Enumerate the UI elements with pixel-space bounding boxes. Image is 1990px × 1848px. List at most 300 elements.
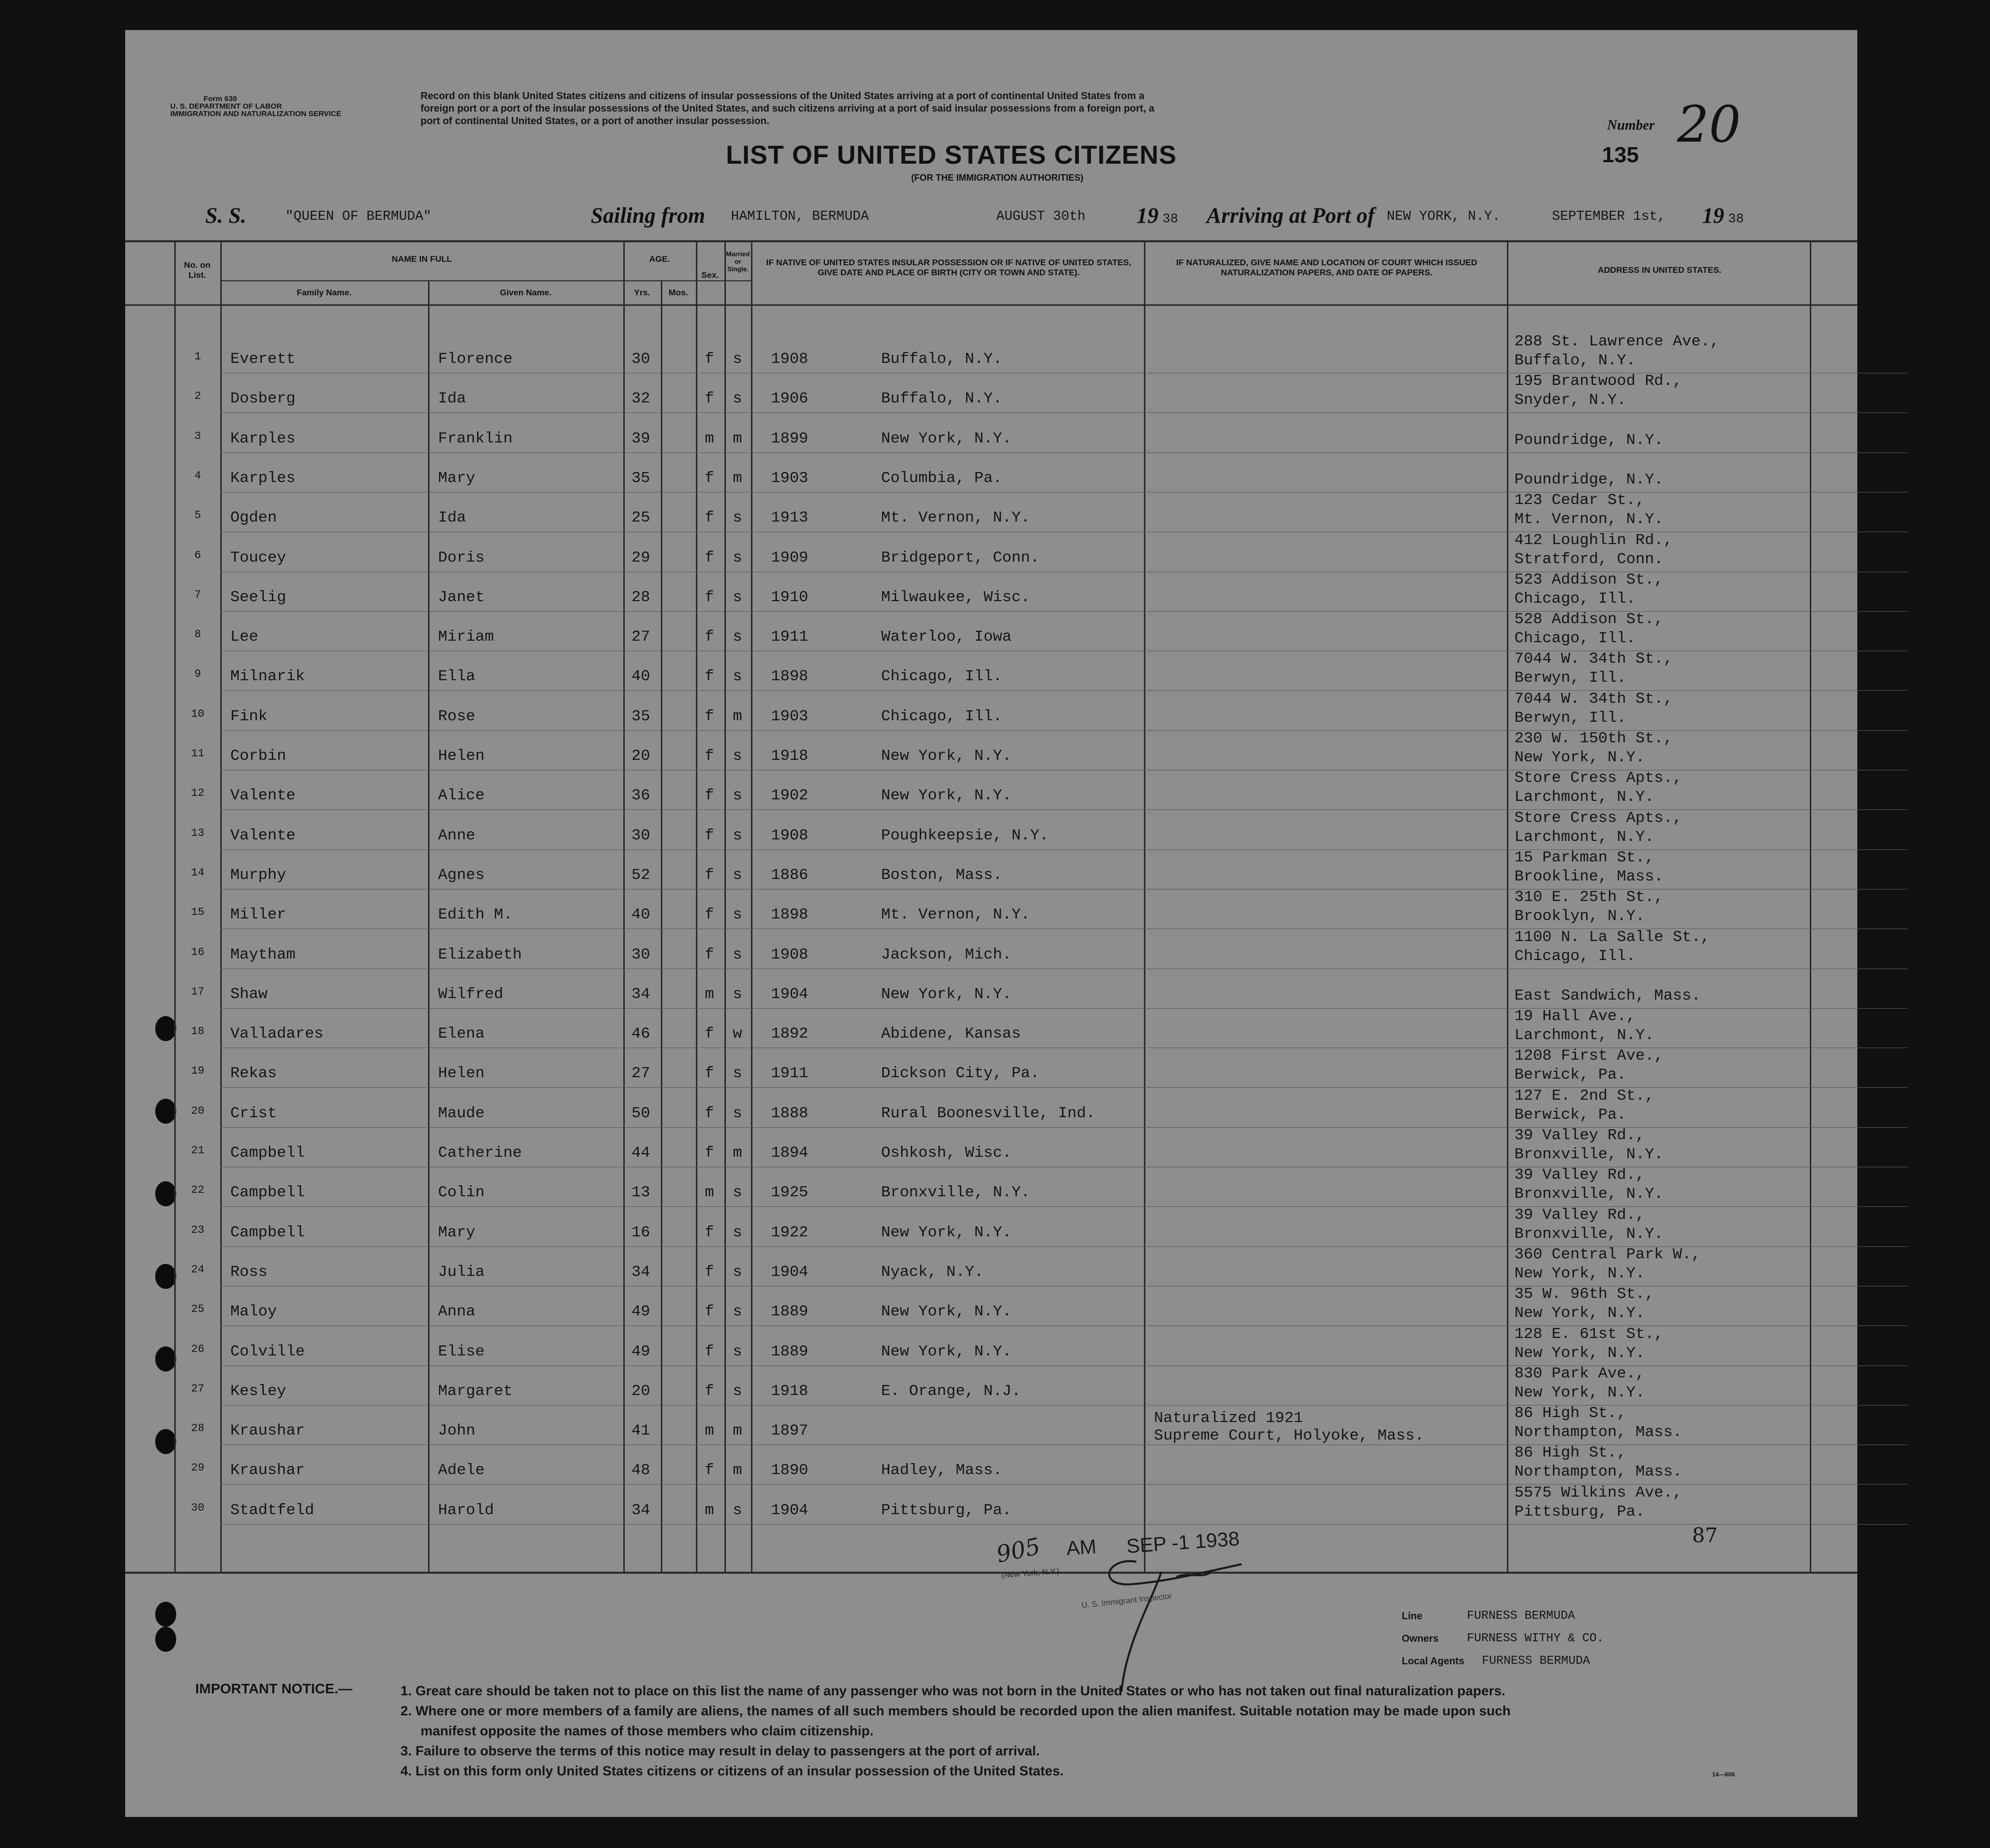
document-sheet bbox=[125, 30, 1857, 1817]
cell-place: Rural Boonesville, Ind. bbox=[881, 1104, 1095, 1122]
number-value: 20 bbox=[1677, 95, 1741, 154]
row-rule bbox=[220, 1087, 1907, 1088]
cell-ms: s bbox=[732, 628, 742, 646]
cell-given: Agnes bbox=[438, 866, 485, 884]
col-divider bbox=[1507, 240, 1508, 1572]
cell-no: 29 bbox=[191, 1462, 205, 1475]
cell-addr1: 128 E. 61st St., bbox=[1514, 1325, 1664, 1343]
cell-ms: s bbox=[732, 668, 742, 686]
cell-age: 30 bbox=[631, 350, 650, 368]
arrival-year-prefix: 19 bbox=[1702, 203, 1724, 228]
cell-age: 20 bbox=[631, 747, 650, 765]
cell-addr1: 123 Cedar St., bbox=[1514, 492, 1645, 510]
col-divider bbox=[220, 240, 222, 1572]
cell-no: 25 bbox=[191, 1303, 205, 1316]
cell-no: 20 bbox=[191, 1104, 205, 1117]
cell-addr2: Northampton, Mass. bbox=[1514, 1463, 1682, 1481]
cell-age: 40 bbox=[631, 668, 650, 686]
cell-given: Harold bbox=[438, 1501, 494, 1519]
cell-addr2: Chicago, Ill. bbox=[1514, 630, 1636, 648]
cell-age: 27 bbox=[631, 1065, 650, 1083]
cell-year: 1888 bbox=[771, 1104, 809, 1122]
cell-year: 1913 bbox=[771, 509, 809, 527]
cell-family: Shaw bbox=[230, 985, 268, 1003]
cell-sex: f bbox=[704, 1462, 714, 1480]
cell-family: Campbell bbox=[230, 1223, 305, 1241]
cell-addr2: Poundridge, N.Y. bbox=[1514, 471, 1664, 489]
cell-addr2: New York, N.Y. bbox=[1514, 1264, 1645, 1282]
cell-given: Maude bbox=[438, 1104, 485, 1122]
cell-sex: f bbox=[704, 906, 714, 924]
cell-given: Florence bbox=[438, 350, 513, 368]
cell-family: Kraushar bbox=[230, 1422, 305, 1440]
cell-given: Colin bbox=[438, 1184, 485, 1202]
cell-year: 1904 bbox=[771, 1501, 809, 1519]
cell-place: New York, N.Y. bbox=[881, 747, 1012, 765]
cell-addr2: Bronxville, N.Y. bbox=[1514, 1146, 1664, 1163]
cell-ms: m bbox=[732, 469, 742, 487]
cell-place: New York, N.Y. bbox=[881, 1223, 1012, 1241]
cell-addr1: 127 E. 2nd St., bbox=[1514, 1087, 1655, 1105]
cell-given: Miriam bbox=[438, 628, 494, 646]
cell-year: 1925 bbox=[771, 1184, 809, 1202]
cell-no: 11 bbox=[191, 747, 205, 760]
form-number: Form 630 bbox=[203, 95, 237, 103]
cell-year: 1899 bbox=[771, 429, 809, 447]
cell-age: 25 bbox=[631, 509, 650, 527]
cell-addr2: Snyder, N.Y. bbox=[1514, 391, 1627, 409]
cell-addr2: East Sandwich, Mass. bbox=[1514, 987, 1701, 1005]
cell-year: 1922 bbox=[771, 1223, 809, 1241]
cell-family: Everett bbox=[230, 350, 296, 368]
cell-ms: s bbox=[732, 390, 742, 408]
cell-family: Lee bbox=[230, 628, 258, 646]
cell-place: E. Orange, N.J. bbox=[881, 1382, 1021, 1400]
col-divider bbox=[751, 240, 752, 1572]
cell-sex: f bbox=[704, 826, 714, 844]
col-divider bbox=[696, 240, 697, 1572]
cell-age: 13 bbox=[631, 1184, 650, 1202]
cell-addr1: 195 Brantwood Rd., bbox=[1514, 372, 1682, 390]
cell-no: 4 bbox=[194, 469, 201, 482]
cell-addr1: 5575 Wilkins Ave., bbox=[1514, 1484, 1682, 1502]
cell-year: 1906 bbox=[771, 390, 809, 408]
cell-given: Ida bbox=[438, 509, 466, 527]
intro-line: Record on this blank United States citizens and citizens of insular possessions of the United States arriving at a port of continental United States from a bbox=[421, 91, 1144, 102]
cell-addr1: 86 High St., bbox=[1514, 1444, 1627, 1462]
cell-ms: s bbox=[732, 787, 742, 805]
cell-family: Maytham bbox=[230, 946, 296, 964]
cell-ms: s bbox=[732, 1065, 742, 1083]
cell-given: Catherine bbox=[438, 1144, 522, 1162]
header-divider bbox=[220, 280, 751, 281]
cell-addr1: 19 Hall Ave., bbox=[1514, 1008, 1636, 1026]
cell-addr1: 15 Parkman St., bbox=[1514, 848, 1655, 866]
cell-family: Milnarik bbox=[230, 668, 305, 686]
cell-age: 35 bbox=[631, 469, 650, 487]
cell-addr2: Larchmont, N.Y. bbox=[1514, 788, 1655, 806]
cell-no: 1 bbox=[194, 350, 201, 363]
notice-item: 1. Great care should be taken not to place on this list the name of any passenger who was not born in the United States or who has not taken out final naturalization papers. bbox=[401, 1683, 1505, 1698]
cell-age: 39 bbox=[631, 429, 650, 447]
cell-age: 34 bbox=[631, 1501, 650, 1519]
agents-value: FURNESS BERMUDA bbox=[1482, 1654, 1590, 1668]
cell-given: Mary bbox=[438, 469, 476, 487]
cell-place: Bridgeport, Conn. bbox=[881, 549, 1040, 567]
cell-place: Waterloo, Iowa bbox=[881, 628, 1012, 646]
cell-place: Bronxville, N.Y. bbox=[881, 1184, 1030, 1202]
cell-sex: f bbox=[704, 866, 714, 884]
cell-addr1: 288 St. Lawrence Ave., bbox=[1514, 333, 1720, 350]
intro-line: port of continental United States, or a port of another insular possession. bbox=[421, 116, 769, 127]
col-divider bbox=[1144, 240, 1145, 1572]
cell-age: 49 bbox=[631, 1342, 650, 1360]
row-rule bbox=[220, 1524, 1907, 1525]
cell-no: 2 bbox=[194, 390, 201, 403]
cell-no: 19 bbox=[191, 1065, 205, 1078]
cell-ms: s bbox=[732, 747, 742, 765]
arrival-port: NEW YORK, N.Y. bbox=[1387, 209, 1500, 224]
intro-line: foreign port or a port of the insular possessions of the United States, and such citizens arriving at a port of said insular possessions from a foreign port, a bbox=[421, 103, 1154, 114]
cell-given: John bbox=[438, 1422, 476, 1440]
cell-addr2: Brookline, Mass. bbox=[1514, 867, 1664, 885]
col-divider bbox=[174, 240, 176, 1572]
cell-year: 1892 bbox=[771, 1025, 809, 1043]
notice-label: IMPORTANT NOTICE.— bbox=[195, 1681, 352, 1696]
cell-no: 18 bbox=[191, 1025, 205, 1038]
cell-given: Franklin bbox=[438, 429, 513, 447]
cell-addr1: 523 Addison St., bbox=[1514, 571, 1664, 589]
cell-addr2: Buffalo, N.Y. bbox=[1514, 352, 1636, 369]
cell-ms: s bbox=[732, 509, 742, 527]
punch-hole bbox=[155, 1602, 176, 1627]
cell-addr2: Berwyn, Ill. bbox=[1514, 669, 1627, 687]
cell-age: 36 bbox=[631, 787, 650, 805]
form-header bbox=[170, 95, 341, 118]
notice-item: 2. Where one or more members of a family are aliens, the names of all such members should be recorded upon the alien manifest. Suitable notation may be made upon such bbox=[401, 1703, 1511, 1718]
cell-age: 28 bbox=[631, 588, 650, 606]
cell-place: New York, N.Y. bbox=[881, 985, 1012, 1003]
cell-given: Rose bbox=[438, 707, 476, 725]
cell-sex: f bbox=[704, 668, 714, 686]
cell-sex: f bbox=[704, 946, 714, 964]
header-given-name: Given Name. bbox=[500, 288, 552, 297]
page-title: LIST OF UNITED STATES CITIZENS bbox=[726, 141, 1177, 170]
stamp-date: SEP -1 1938 bbox=[1125, 1528, 1241, 1558]
cell-place: Abidene, Kansas bbox=[881, 1025, 1021, 1043]
cell-sex: f bbox=[704, 787, 714, 805]
header-married-single: Married or Single. bbox=[726, 250, 750, 273]
cell-sex: f bbox=[704, 1342, 714, 1360]
cell-family: Fink bbox=[230, 707, 268, 725]
cell-no: 16 bbox=[191, 946, 205, 959]
cell-addr2: Pittsburg, Pa. bbox=[1514, 1503, 1645, 1521]
cell-place: Buffalo, N.Y. bbox=[881, 350, 1002, 368]
cell-addr1: 35 W. 96th St., bbox=[1514, 1285, 1655, 1303]
cell-sex: m bbox=[704, 429, 714, 447]
cell-year: 1904 bbox=[771, 985, 809, 1003]
cell-place: New York, N.Y. bbox=[881, 429, 1012, 447]
cell-no: 12 bbox=[191, 787, 205, 800]
notice-item: manifest opposite the names of those members who claim citizenship. bbox=[421, 1723, 874, 1738]
cell-given: Alice bbox=[438, 787, 485, 805]
cell-addr2: Chicago, Ill. bbox=[1514, 590, 1636, 608]
cell-addr2: Northampton, Mass. bbox=[1514, 1424, 1682, 1442]
row-rule bbox=[220, 849, 1907, 850]
cell-year: 1897 bbox=[771, 1422, 809, 1440]
cell-addr2: Bronxville, N.Y. bbox=[1514, 1185, 1664, 1203]
header-age: AGE. bbox=[649, 254, 670, 264]
cell-no: 17 bbox=[191, 985, 205, 998]
cell-no: 13 bbox=[191, 826, 205, 839]
cell-given: Edith M. bbox=[438, 906, 513, 924]
cell-family: Campbell bbox=[230, 1144, 305, 1162]
cell-family: Murphy bbox=[230, 866, 286, 884]
cell-year: 1908 bbox=[771, 350, 809, 368]
cell-no: 6 bbox=[194, 549, 201, 562]
cell-addr2: Berwyn, Ill. bbox=[1514, 709, 1627, 727]
sailing-year: 38 bbox=[1162, 211, 1178, 226]
header-no: No. on List. bbox=[184, 260, 211, 280]
arriving-label: Arriving at Port of bbox=[1207, 203, 1375, 228]
cell-addr2: Berwick, Pa. bbox=[1514, 1106, 1627, 1124]
cell-sex: f bbox=[704, 1223, 714, 1241]
header-naturalized: IF NATURALIZED, GIVE NAME AND LOCATION OF COURT WHICH ISSUED NATURALIZATION PAPERS, AND DATE OF PAPERS. bbox=[1176, 258, 1477, 277]
cell-year: 1918 bbox=[771, 747, 809, 765]
cell-addr1: Store Cress Apts., bbox=[1514, 769, 1682, 787]
cell-no: 28 bbox=[191, 1422, 205, 1435]
cell-age: 16 bbox=[631, 1223, 650, 1241]
cell-addr2: Brooklyn, N.Y. bbox=[1514, 907, 1645, 926]
cell-addr1: 310 E. 25th St., bbox=[1514, 888, 1664, 906]
cell-addr1: 528 Addison St., bbox=[1514, 611, 1664, 629]
cell-family: Karples bbox=[230, 469, 296, 487]
cell-sex: m bbox=[704, 985, 714, 1003]
cell-no: 7 bbox=[194, 588, 201, 601]
cell-age: 49 bbox=[631, 1303, 650, 1321]
punch-hole bbox=[155, 1429, 176, 1454]
cell-age: 27 bbox=[631, 628, 650, 646]
cell-sex: f bbox=[704, 390, 714, 408]
cell-year: 1902 bbox=[771, 787, 809, 805]
cell-given: Ella bbox=[438, 668, 476, 686]
cell-addr1: 86 High St., bbox=[1514, 1405, 1627, 1423]
row-rule bbox=[220, 1206, 1907, 1207]
cell-no: 26 bbox=[191, 1342, 205, 1355]
cell-age: 35 bbox=[631, 707, 650, 725]
cell-no: 8 bbox=[194, 628, 201, 641]
table-top-border bbox=[125, 240, 1857, 242]
header-address: ADDRESS IN UNITED STATES. bbox=[1598, 265, 1722, 275]
col-divider bbox=[428, 281, 430, 1572]
cell-place: New York, N.Y. bbox=[881, 1342, 1012, 1360]
cell-age: 48 bbox=[631, 1462, 650, 1480]
cell-place: Dickson City, Pa. bbox=[881, 1065, 1040, 1083]
notice-item: 3. Failure to observe the terms of this notice may result in delay to passengers at the port of arrival. bbox=[401, 1743, 1040, 1758]
punch-hole bbox=[155, 1181, 176, 1206]
cell-addr2: New York, N.Y. bbox=[1514, 1304, 1645, 1322]
cell-family: Rekas bbox=[230, 1065, 277, 1083]
cell-no: 9 bbox=[194, 668, 201, 681]
cell-place: New York, N.Y. bbox=[881, 787, 1012, 805]
cell-ms: s bbox=[732, 1263, 742, 1281]
cell-addr1: 1100 N. La Salle St., bbox=[1514, 928, 1710, 946]
cell-addr2: Stratford, Conn. bbox=[1514, 550, 1664, 568]
col-divider bbox=[623, 240, 625, 1572]
cell-family: Seelig bbox=[230, 588, 286, 606]
cell-place: Columbia, Pa. bbox=[881, 469, 1002, 487]
cell-nat1: Naturalized 1921 bbox=[1154, 1410, 1303, 1428]
cell-no: 15 bbox=[191, 906, 205, 919]
stamp-time: 905 bbox=[994, 1532, 1043, 1568]
col-divider bbox=[661, 281, 662, 1572]
cell-given: Elena bbox=[438, 1025, 485, 1043]
cell-given: Helen bbox=[438, 747, 485, 765]
cell-year: 1904 bbox=[771, 1263, 809, 1281]
cell-family: Crist bbox=[230, 1104, 277, 1122]
line-label: Line bbox=[1402, 1611, 1423, 1622]
ship-name: "QUEEN OF BERMUDA" bbox=[285, 209, 432, 224]
cell-no: 14 bbox=[191, 866, 205, 879]
cell-year: 1889 bbox=[771, 1342, 809, 1360]
cell-place: Boston, Mass. bbox=[881, 866, 1002, 884]
cell-given: Adele bbox=[438, 1462, 485, 1480]
cell-family: Kraushar bbox=[230, 1462, 305, 1480]
row-rule bbox=[220, 1127, 1907, 1128]
row-rule bbox=[220, 492, 1907, 493]
owners-value: FURNESS WITHY & CO. bbox=[1467, 1632, 1604, 1645]
cell-addr1: 7044 W. 34th St., bbox=[1514, 650, 1673, 668]
cell-addr2: New York, N.Y. bbox=[1514, 1383, 1645, 1402]
cell-sex: m bbox=[704, 1184, 714, 1202]
cell-sex: f bbox=[704, 1263, 714, 1281]
cell-age: 41 bbox=[631, 1422, 650, 1440]
cell-sex: f bbox=[704, 1144, 714, 1162]
cell-sex: m bbox=[704, 1501, 714, 1519]
cell-given: Julia bbox=[438, 1263, 485, 1281]
cell-family: Maloy bbox=[230, 1303, 277, 1321]
header-bottom-border bbox=[125, 304, 1857, 306]
table-bottom-border bbox=[125, 1572, 1857, 1574]
cell-family: Valente bbox=[230, 826, 296, 844]
cell-ms: s bbox=[732, 350, 742, 368]
cell-addr2: Mt. Vernon, N.Y. bbox=[1514, 511, 1664, 529]
cell-place: Mt. Vernon, N.Y. bbox=[881, 906, 1030, 924]
cell-addr2: Chicago, Ill. bbox=[1514, 947, 1636, 965]
cell-given: Elise bbox=[438, 1342, 485, 1360]
cell-sex: f bbox=[704, 747, 714, 765]
cell-addr1: 412 Loughlin Rd., bbox=[1514, 531, 1673, 549]
cell-sex: f bbox=[704, 1382, 714, 1400]
header-months: Mos. bbox=[668, 288, 688, 297]
cell-sex: f bbox=[704, 549, 714, 567]
cell-no: 24 bbox=[191, 1263, 205, 1276]
cell-given: Mary bbox=[438, 1223, 476, 1241]
cell-place: Chicago, Ill. bbox=[881, 707, 1002, 725]
cell-sex: f bbox=[704, 1025, 714, 1043]
intro-text bbox=[421, 90, 1154, 128]
line-value: FURNESS BERMUDA bbox=[1467, 1609, 1575, 1623]
cell-family: Ogden bbox=[230, 509, 277, 527]
cell-age: 34 bbox=[631, 1263, 650, 1281]
cell-sex: f bbox=[704, 588, 714, 606]
cell-family: Ross bbox=[230, 1263, 268, 1281]
cell-ms: s bbox=[732, 946, 742, 964]
arrival-year: 38 bbox=[1728, 211, 1744, 226]
header-sex: Sex. bbox=[701, 270, 719, 280]
cell-ms: s bbox=[732, 1501, 742, 1519]
punch-hole bbox=[155, 1016, 176, 1041]
ss-label: S. S. bbox=[205, 203, 246, 228]
cell-age: 20 bbox=[631, 1382, 650, 1400]
punch-hole bbox=[155, 1264, 176, 1289]
cell-ms: s bbox=[732, 1104, 742, 1122]
arrival-date: SEPTEMBER 1st, bbox=[1552, 209, 1666, 224]
cell-family: Valladares bbox=[230, 1025, 324, 1043]
cell-place: Pittsburg, Pa. bbox=[881, 1501, 1012, 1519]
cell-ms: s bbox=[732, 549, 742, 567]
page-number: 135 bbox=[1602, 143, 1639, 167]
cell-place: Mt. Vernon, N.Y. bbox=[881, 509, 1030, 527]
sailing-label: Sailing from bbox=[591, 203, 705, 228]
cell-sex: f bbox=[704, 350, 714, 368]
cell-age: 30 bbox=[631, 946, 650, 964]
cell-sex: f bbox=[704, 628, 714, 646]
notice-item: 4. List on this form only United States citizens or citizens of an insular possession of the United States. bbox=[401, 1763, 1064, 1778]
cell-ms: s bbox=[732, 1223, 742, 1241]
cell-age: 52 bbox=[631, 866, 650, 884]
cell-addr1: 39 Valley Rd., bbox=[1514, 1206, 1645, 1224]
row-rule bbox=[220, 412, 1907, 413]
cell-ms: s bbox=[732, 826, 742, 844]
row-rule bbox=[220, 1365, 1907, 1366]
cell-year: 1898 bbox=[771, 668, 809, 686]
cell-place: New York, N.Y. bbox=[881, 1303, 1012, 1321]
cell-ms: s bbox=[732, 1303, 742, 1321]
cell-addr1: 39 Valley Rd., bbox=[1514, 1166, 1645, 1184]
cell-ms: s bbox=[732, 866, 742, 884]
department-name: U. S. DEPARTMENT OF LABOR bbox=[170, 102, 282, 111]
cell-ms: m bbox=[732, 429, 742, 447]
cell-given: Ida bbox=[438, 390, 466, 408]
cell-ms: s bbox=[732, 906, 742, 924]
cell-year: 1909 bbox=[771, 549, 809, 567]
cell-place: Chicago, Ill. bbox=[881, 668, 1002, 686]
cell-no: 21 bbox=[191, 1144, 205, 1157]
cell-given: Elizabeth bbox=[438, 946, 522, 964]
cell-place: Buffalo, N.Y. bbox=[881, 390, 1002, 408]
sailing-year-prefix: 19 bbox=[1136, 203, 1158, 228]
cell-no: 30 bbox=[191, 1501, 205, 1514]
cell-no: 10 bbox=[191, 707, 205, 720]
cell-given: Anna bbox=[438, 1303, 476, 1321]
cell-ms: m bbox=[732, 1422, 742, 1440]
cell-place: Jackson, Mich. bbox=[881, 946, 1012, 964]
row-rule bbox=[220, 1405, 1907, 1406]
owners-label: Owners bbox=[1402, 1633, 1439, 1644]
cell-no: 27 bbox=[191, 1382, 205, 1395]
sailing-date: AUGUST 30th bbox=[996, 209, 1086, 224]
cell-addr1: 1208 First Ave., bbox=[1514, 1047, 1664, 1065]
cell-year: 1918 bbox=[771, 1382, 809, 1400]
header-birth: IF NATIVE OF UNITED STATES INSULAR POSSESSION OR IF NATIVE OF UNITED STATES, GIVE DATE AND PLACE OF BIRTH (CITY OR TOWN AND STATE). bbox=[766, 258, 1131, 277]
cell-addr1: Store Cress Apts., bbox=[1514, 809, 1682, 827]
cell-no: 3 bbox=[194, 429, 201, 442]
cell-year: 1886 bbox=[771, 866, 809, 884]
cell-year: 1911 bbox=[771, 1065, 809, 1083]
cell-given: Margaret bbox=[438, 1382, 513, 1400]
cell-no: 22 bbox=[191, 1184, 205, 1197]
